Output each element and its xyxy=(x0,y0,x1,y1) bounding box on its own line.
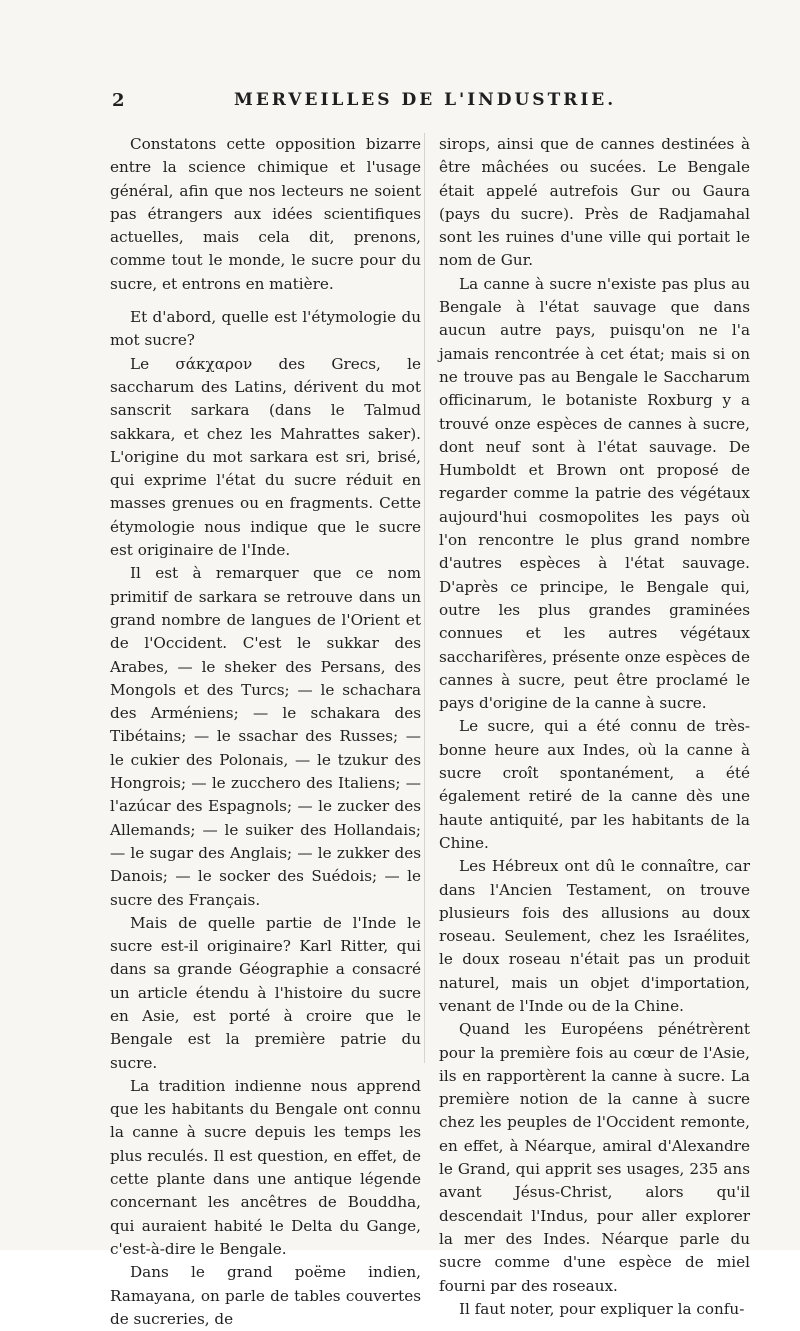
page-number: 2 xyxy=(112,90,126,111)
paragraph: Il faut noter, pour expliquer la confu- xyxy=(459,1299,745,1318)
paragraph: Il est à remarquer que ce nom primitif de sarkara se retrouve dans un grand nombre de langues de l'Orient et de l'Occident. C'est le sukkar des Arabes, — le sheker des Persans, des Mongols et des Turcs; — le schachara des Arméniens; — le schakara des Tibétains; — le ssachar des Russes; — le cukier des Polonais, — le tzukur des Hongrois; — le zucchero des Italiens; — l'azúcar des Espagnols; — le zucker des Allemands; — le suiker des Hollandais; — le sugar des Anglais; — le zukker des Danois; — le socker des Suédois; — le sucre des Français. xyxy=(110,564,421,909)
paragraph: Constatons cette opposition bizarre entre la science chimique et l'usage général, afin que nos lecteurs ne soient pas étrangers aux idées scientifiques actuelles, mais cela dit, prenons, comme tout le monde, le sucre pour du sucre, et entrons en matière. xyxy=(110,135,421,293)
paragraph: La canne à sucre n'existe pas plus au Bengale à l'état sauvage que dans aucun autre pays, puisqu'on ne l'a jamais rencontrée à cet état; mais si on ne trouve pas au Bengale le Saccharum officinarum, le botaniste Roxburg y a trouvé onze espèces de cannes à sucre, dont neuf sont à l'état sauvage. De Humboldt et Brown ont proposé de regarder comme la patrie des végétaux aujourd'hui cosmopolites les pays où l'on rencontre le plus grand nombre d'autres espèces à l'état sauvage. D'après ce principe, le Bengale qui, outre les plus grandes graminées connues et les autres végétaux saccharifères, présente onze espèces de cannes à sucre, peut être proclamé le pays d'origine de la canne à sucre. xyxy=(439,274,750,713)
right-column xyxy=(439,133,750,1318)
page-header xyxy=(112,90,712,118)
paragraph: Quand les Européens pénétrèrent pour la première fois au cœur de l'Asie, ils en rapportèrent la canne à sucre. La première notion de la canne à sucre chez les peuples de l'Occident remonte, en effet, à Néarque, amiral d'Alexandre le Grand, qui apprit ses usages, 235 ans avant Jésus-Christ, alors qu'il descendait l'Indus, pour aller explorer la mer des Indes. Néarque parle du sucre comme d'une espèce de miel fourni par des roseaux. xyxy=(439,1020,750,1295)
paragraph: Les Hébreux ont dû le connaître, car dans l'Ancien Testament, on trouve plusieurs fois des allusions au doux roseau. Seulement, chez les Israélites, le doux roseau n'était pas un produit naturel, mais un objet d'importation, venant de l'Inde ou de la Chine. xyxy=(439,857,750,1015)
paragraph: Et d'abord, quelle est l'étymologie du mot sucre? xyxy=(110,308,421,350)
paragraph: Mais de quelle partie de l'Inde le sucre est-il originaire? Karl Ritter, qui dans sa grande Géographie a consacré un article étendu à l'histoire du sucre en Asie, est porté à croire que le Bengale est la première patrie du sucre. xyxy=(110,913,421,1072)
text-columns xyxy=(110,133,750,1328)
paragraph: Le σάκχαρον des Grecs, le saccharum des Latins, dérivent du mot sanscrit sarkara (dans le Talmud sakkara, et chez les Mahrattes saker). L'origine du mot sarkara est sri, brisé, qui exprime l'état du sucre réduit en masses grenues ou en fragments. Cette étymologie nous indique que le sucre est originaire de l'Inde. xyxy=(110,354,421,560)
running-head: MERVEILLES DE L'INDUSTRIE. xyxy=(234,90,617,110)
paragraph: La tradition indienne nous apprend que les habitants du Bengale ont connu la canne à sucre depuis les temps les plus reculés. Il est question, en effet, de cette plante dans une antique légende concernant les ancêtres de Bouddha, qui auraient habité le Delta du Gange, c'est-à-dire le Bengale. xyxy=(110,1076,421,1258)
paragraph: sirops, ainsi que de cannes destinées à être mâchées ou sucées. Le Bengale était appelé autrefois Gur ou Gaura (pays du sucre). Près de Radjamahal sont les ruines d'une ville qui portait le nom de Gur. xyxy=(439,135,750,270)
left-column xyxy=(110,133,421,1328)
paragraph: Dans le grand poëme indien, Ramayana, on parle de tables couvertes de sucreries, de xyxy=(110,1263,421,1328)
paragraph: Le sucre, qui a été connu de très-bonne heure aux Indes, où la canne à sucre croît spontanément, a été également retiré de la canne dès une haute antiquité, par les habitants de la Chine. xyxy=(439,717,750,852)
